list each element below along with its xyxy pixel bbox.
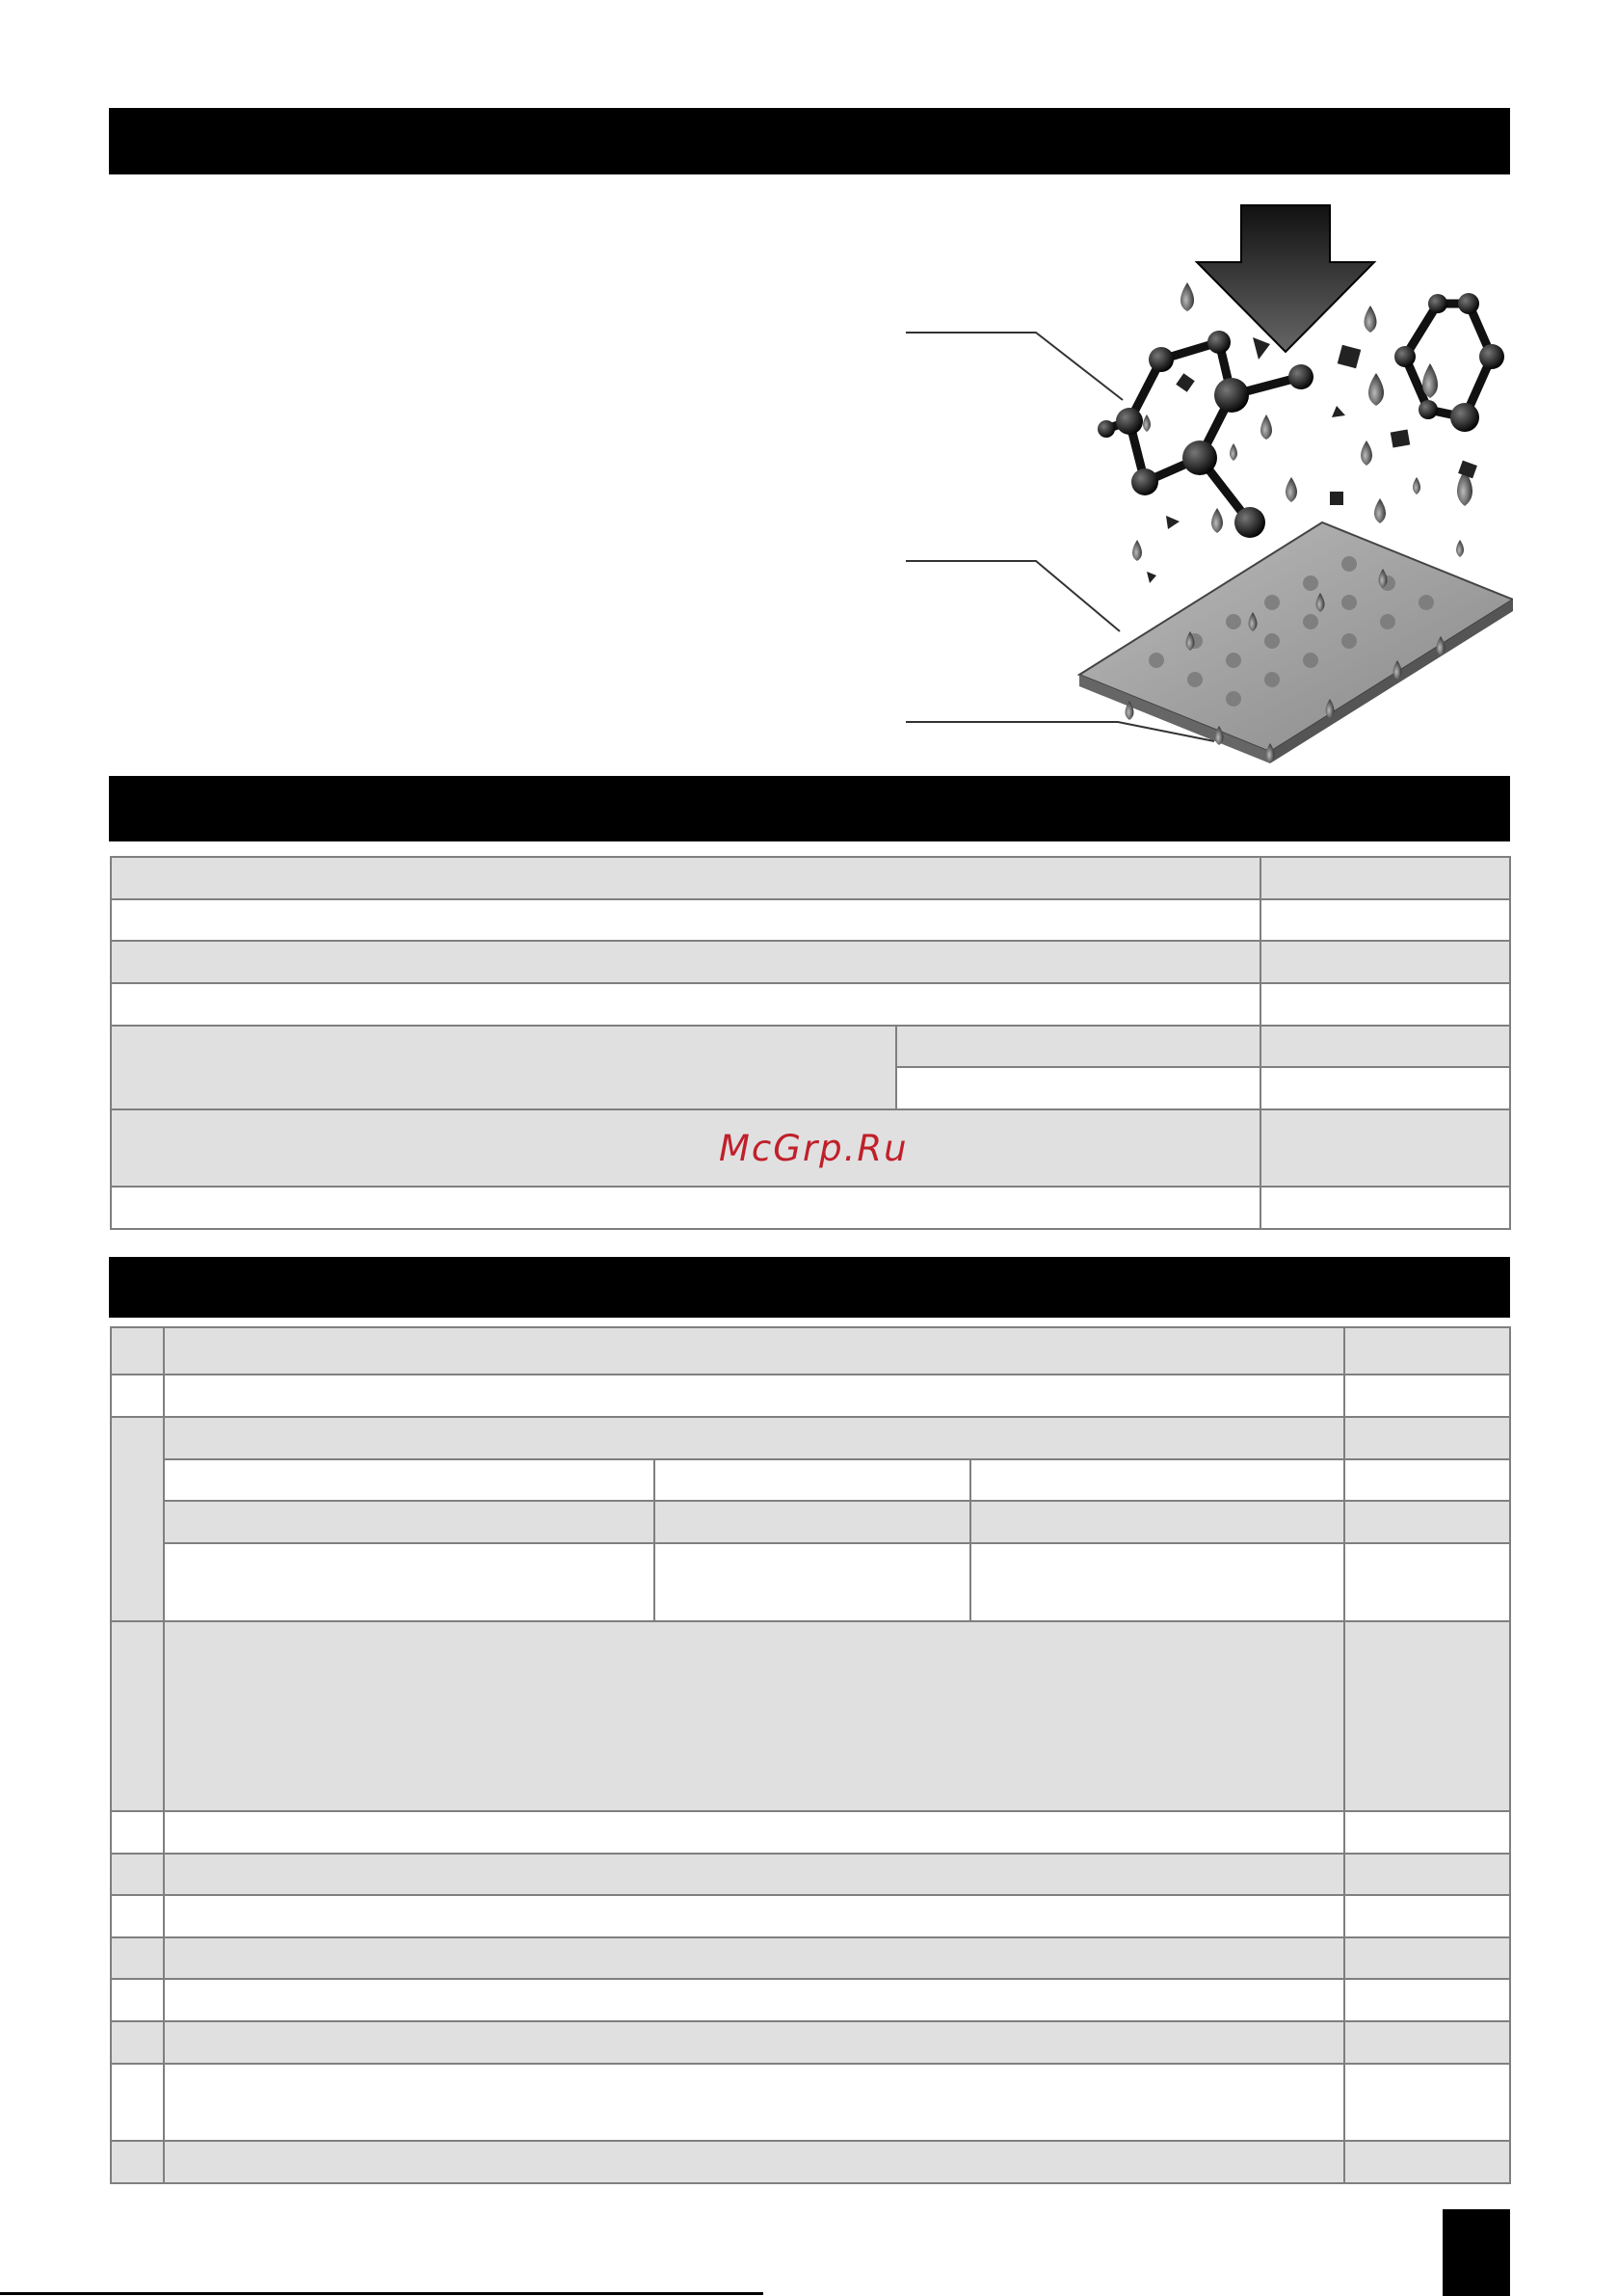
table-cell	[111, 1937, 164, 1979]
table-cell	[1344, 1621, 1510, 1811]
components-table	[110, 1326, 1511, 2184]
table-cell	[164, 1327, 1344, 1375]
section-header-bar-1	[109, 108, 1510, 174]
table-cell	[1344, 2064, 1510, 2141]
table-cell	[111, 1417, 164, 1621]
table-cell	[1260, 941, 1510, 983]
table-cell	[1260, 1067, 1510, 1109]
table-cell	[1344, 1895, 1510, 1937]
table-cell	[111, 1979, 164, 2021]
table-cell	[111, 1375, 164, 1417]
arrow-down-icon	[1197, 205, 1374, 352]
table-cell	[164, 1979, 1344, 2021]
table-cell	[896, 1067, 1260, 1109]
section-header-bar-2	[109, 776, 1510, 841]
table-cell	[164, 1417, 1344, 1459]
table-cell	[1344, 1501, 1510, 1543]
table-cell	[1344, 1459, 1510, 1501]
table-cell	[111, 2021, 164, 2064]
table-cell	[1344, 1327, 1510, 1375]
table-cell	[164, 1375, 1344, 1417]
table-cell	[111, 1187, 1260, 1229]
table-cell	[111, 1854, 164, 1895]
table-cell	[111, 2064, 164, 2141]
section-header-bar-3	[109, 1257, 1510, 1318]
table-cell	[164, 2021, 1344, 2064]
table-cell	[164, 1543, 654, 1621]
table-cell	[1344, 2021, 1510, 2064]
table-cell	[1344, 1854, 1510, 1895]
table-cell	[1344, 2141, 1510, 2183]
table-cell	[111, 941, 1260, 983]
molecule-icon	[1394, 293, 1504, 432]
table-cell	[111, 1109, 1260, 1187]
table-cell	[164, 1501, 654, 1543]
table-cell	[1344, 1937, 1510, 1979]
table-cell	[111, 1621, 164, 1811]
table-cell	[654, 1543, 970, 1621]
table-cell	[111, 983, 1260, 1026]
table-cell	[1260, 1187, 1510, 1229]
table-cell	[1260, 1026, 1510, 1067]
footer-line	[0, 2292, 763, 2295]
filter-illustration	[906, 198, 1513, 776]
table-cell	[164, 2141, 1344, 2183]
table-cell	[164, 1854, 1344, 1895]
table-cell	[654, 1459, 970, 1501]
specification-table	[110, 856, 1511, 1230]
table-cell	[111, 1327, 164, 1375]
table-cell	[1260, 1109, 1510, 1187]
table-cell	[970, 1459, 1344, 1501]
table-cell	[164, 1621, 1344, 1811]
table-cell	[1344, 1543, 1510, 1621]
table-cell	[111, 1026, 896, 1109]
table-cell	[1260, 857, 1510, 899]
table-cell	[1344, 1375, 1510, 1417]
molecule-icon	[1098, 331, 1313, 538]
table-cell	[970, 1543, 1344, 1621]
watermark: McGrp.Ru	[719, 1128, 909, 1169]
table-cell	[1260, 899, 1510, 941]
table-cell	[896, 1026, 1260, 1067]
table-cell	[164, 1895, 1344, 1937]
table-cell	[164, 1937, 1344, 1979]
table-cell	[1344, 1979, 1510, 2021]
table-cell	[164, 1811, 1344, 1854]
table-cell	[111, 857, 1260, 899]
table-cell	[164, 2064, 1344, 2141]
table-cell	[1344, 1811, 1510, 1854]
table-cell	[970, 1501, 1344, 1543]
table-cell	[1260, 983, 1510, 1026]
table-cell	[164, 1459, 654, 1501]
table-cell	[111, 2141, 164, 2183]
table-cell	[111, 899, 1260, 941]
table-cell	[111, 1895, 164, 1937]
table-cell	[111, 1811, 164, 1854]
table-cell	[1344, 1417, 1510, 1459]
page-number-box	[1443, 2209, 1510, 2296]
table-cell	[654, 1501, 970, 1543]
